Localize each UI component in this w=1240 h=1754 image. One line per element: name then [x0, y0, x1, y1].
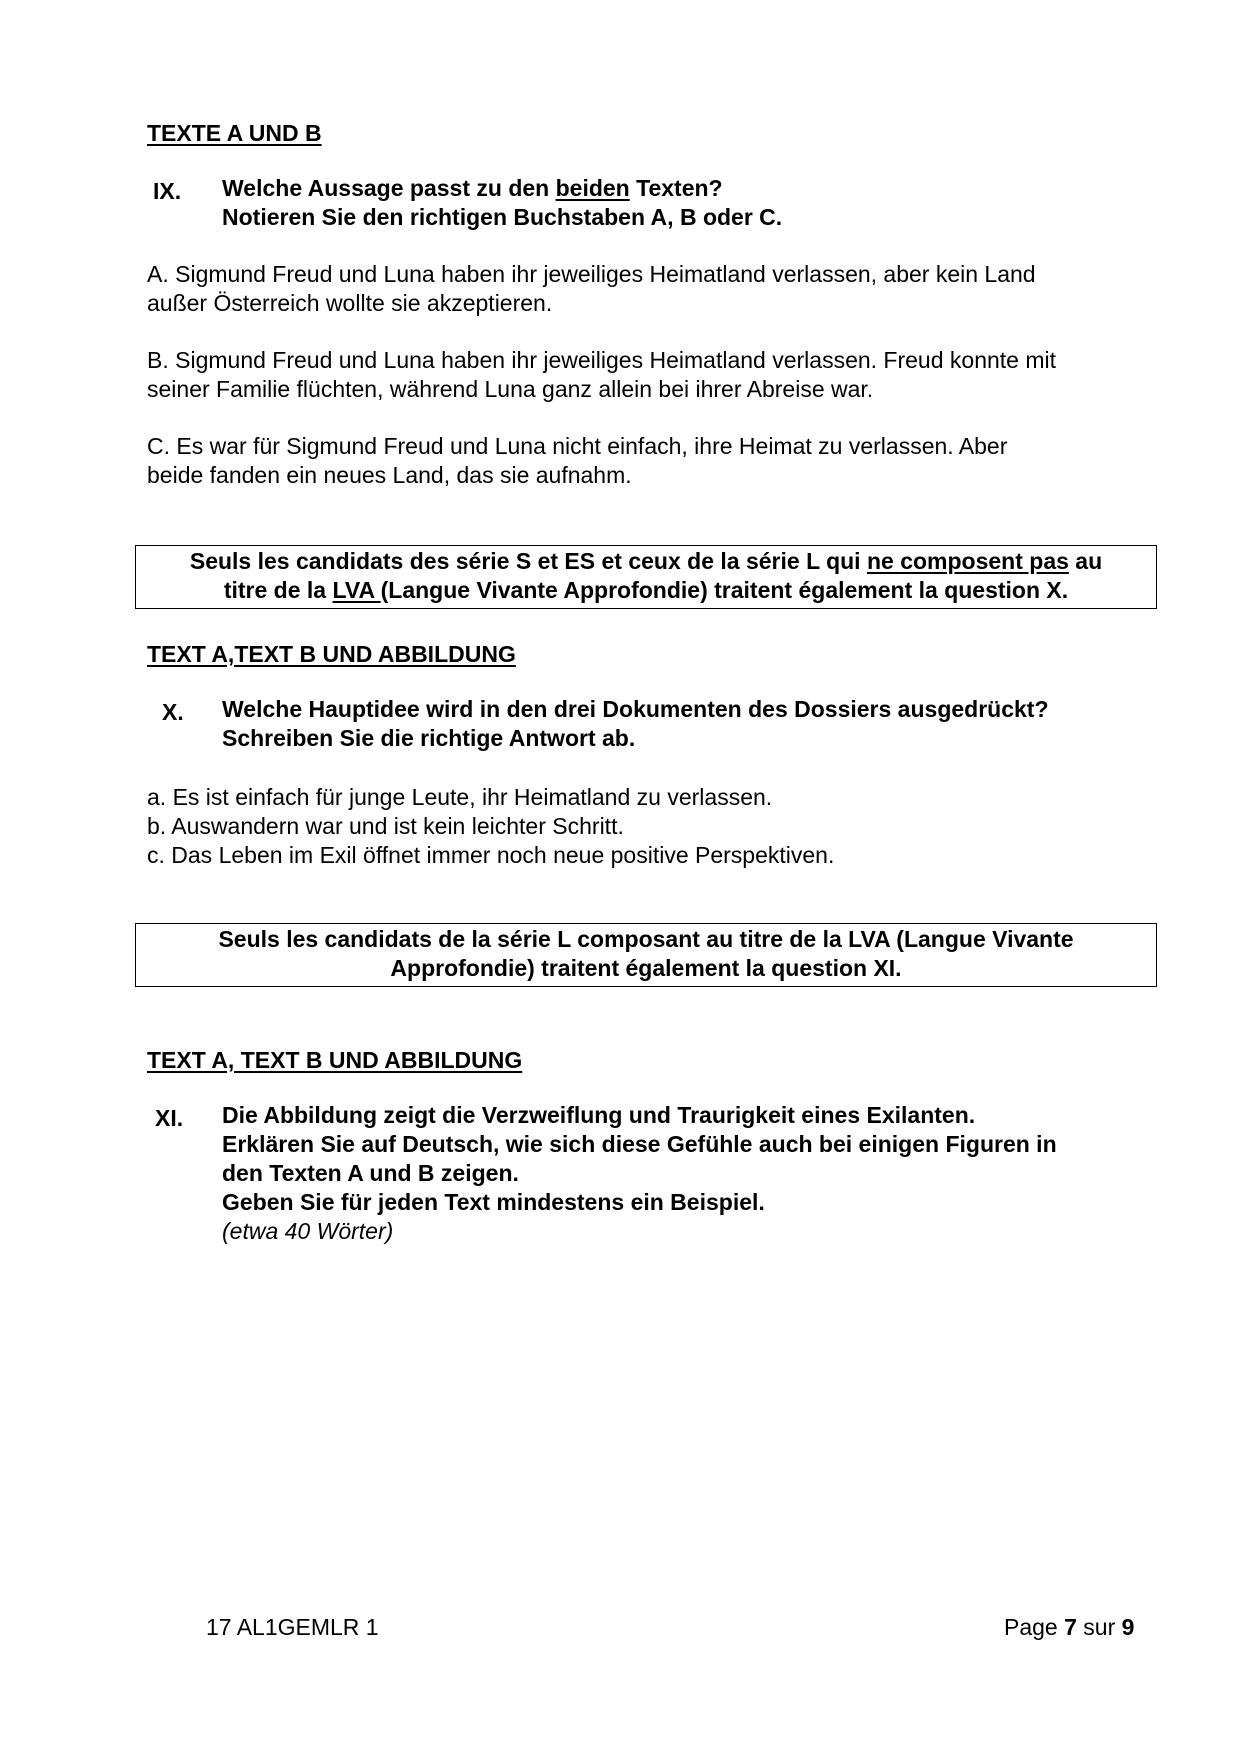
footer-page-label: Page — [1004, 1614, 1065, 1640]
question-ix-line1 — [222, 174, 782, 203]
notice1-line1-pre: Seuls les candidats des série S et ES et ceux de la série L qui — [189, 548, 867, 574]
notice1-underlined-lva: LVA — [332, 577, 381, 603]
question-xi-text — [222, 1101, 1057, 1246]
question-ix-underlined-word: beiden — [555, 175, 630, 201]
section-heading-texte-a-und-b: TEXTE A UND B — [147, 120, 322, 146]
notice-box-question-xi — [135, 923, 1157, 987]
question-x-options — [147, 783, 1147, 870]
section-heading-text-a-text-b-abbildung: TEXT A,TEXT B UND ABBILDUNG — [147, 641, 516, 667]
footer-page-number — [1004, 1614, 1134, 1641]
option-c-line1: C. Es war für Sigmund Freud und Luna nicht einfach, ihre Heimat zu verlassen. Aber — [147, 433, 1008, 459]
option-c-line2: beide fanden ein neues Land, das sie aufnahm. — [147, 462, 632, 488]
notice-box-question-x — [135, 545, 1157, 609]
notice1-line1-post: au — [1068, 548, 1103, 574]
question-x-line2: Schreiben Sie die richtige Antwort ab. — [222, 725, 636, 751]
question-number-xi: XI. — [155, 1105, 184, 1131]
question-xi-line1: Die Abbildung zeigt die Verzweiflung und Traurigkeit eines Exilanten. — [222, 1102, 976, 1128]
question-xi-line3: den Texten A und B zeigen. — [222, 1160, 519, 1186]
footer-page-current: 7 — [1064, 1614, 1077, 1640]
question-number-ix: IX. — [153, 178, 182, 204]
question-ix-line1-pre: Welche Aussage passt zu den — [222, 175, 556, 201]
question-x-line1: Welche Hauptidee wird in den drei Dokumenten des Dossiers ausgedrückt? — [222, 696, 1049, 722]
notice1-line2-post: (Langue Vivante Approfondie) traitent également la question X. — [380, 577, 1069, 603]
option-a-line1: A. Sigmund Freud und Luna haben ihr jeweiliges Heimatland verlassen, aber kein Land — [147, 261, 1036, 287]
question-ix-line2: Notieren Sie den richtigen Buchstaben A, B oder C. — [222, 204, 783, 230]
footer-page-sep: sur — [1076, 1614, 1122, 1640]
option-x-c: c. Das Leben im Exil öffnet immer noch neue positive Perspektiven. — [147, 842, 835, 868]
footer-exam-code: 17 AL1GEMLR 1 — [206, 1614, 379, 1640]
question-x-text — [222, 695, 1049, 753]
question-ix-text — [222, 174, 782, 232]
notice2-line2: Approfondie) traitent également la question XI. — [390, 955, 902, 981]
option-b — [147, 346, 1147, 404]
question-xi-line2: Erklären Sie auf Deutsch, wie sich diese Gefühle auch bei einigen Figuren in — [222, 1131, 1057, 1157]
notice1-line2-pre: titre de la — [223, 577, 333, 603]
option-x-a: a. Es ist einfach für junge Leute, ihr Heimatland zu verlassen. — [147, 784, 773, 810]
option-b-line1: B. Sigmund Freud und Luna haben ihr jeweiliges Heimatland verlassen. Freud konnte mit — [147, 347, 1057, 373]
option-a-line2: außer Österreich wollte sie akzeptieren. — [147, 290, 553, 316]
notice1-line1 — [136, 547, 1156, 576]
notice1-underlined-phrase: ne composent pas — [866, 548, 1069, 574]
option-a — [147, 260, 1147, 318]
section-heading-text-a-text-b-abbildung-2: TEXT A, TEXT B UND ABBILDUNG — [147, 1047, 523, 1073]
question-xi-word-count-note: (etwa 40 Wörter) — [222, 1218, 394, 1244]
footer-page-total: 9 — [1121, 1614, 1135, 1640]
notice2-line1: Seuls les candidats de la série L composant au titre de la LVA (Langue Vivante — [218, 926, 1074, 952]
option-b-line2: seiner Familie flüchten, während Luna ganz allein bei ihrer Abreise war. — [147, 376, 874, 402]
question-number-x: X. — [162, 699, 184, 725]
option-x-b: b. Auswandern war und ist kein leichter Schritt. — [147, 813, 624, 839]
notice1-line2 — [136, 576, 1156, 605]
question-ix-line1-post: Texten? — [629, 175, 723, 201]
option-c — [147, 432, 1147, 490]
question-xi-line4: Geben Sie für jeden Text mindestens ein Beispiel. — [222, 1189, 765, 1215]
